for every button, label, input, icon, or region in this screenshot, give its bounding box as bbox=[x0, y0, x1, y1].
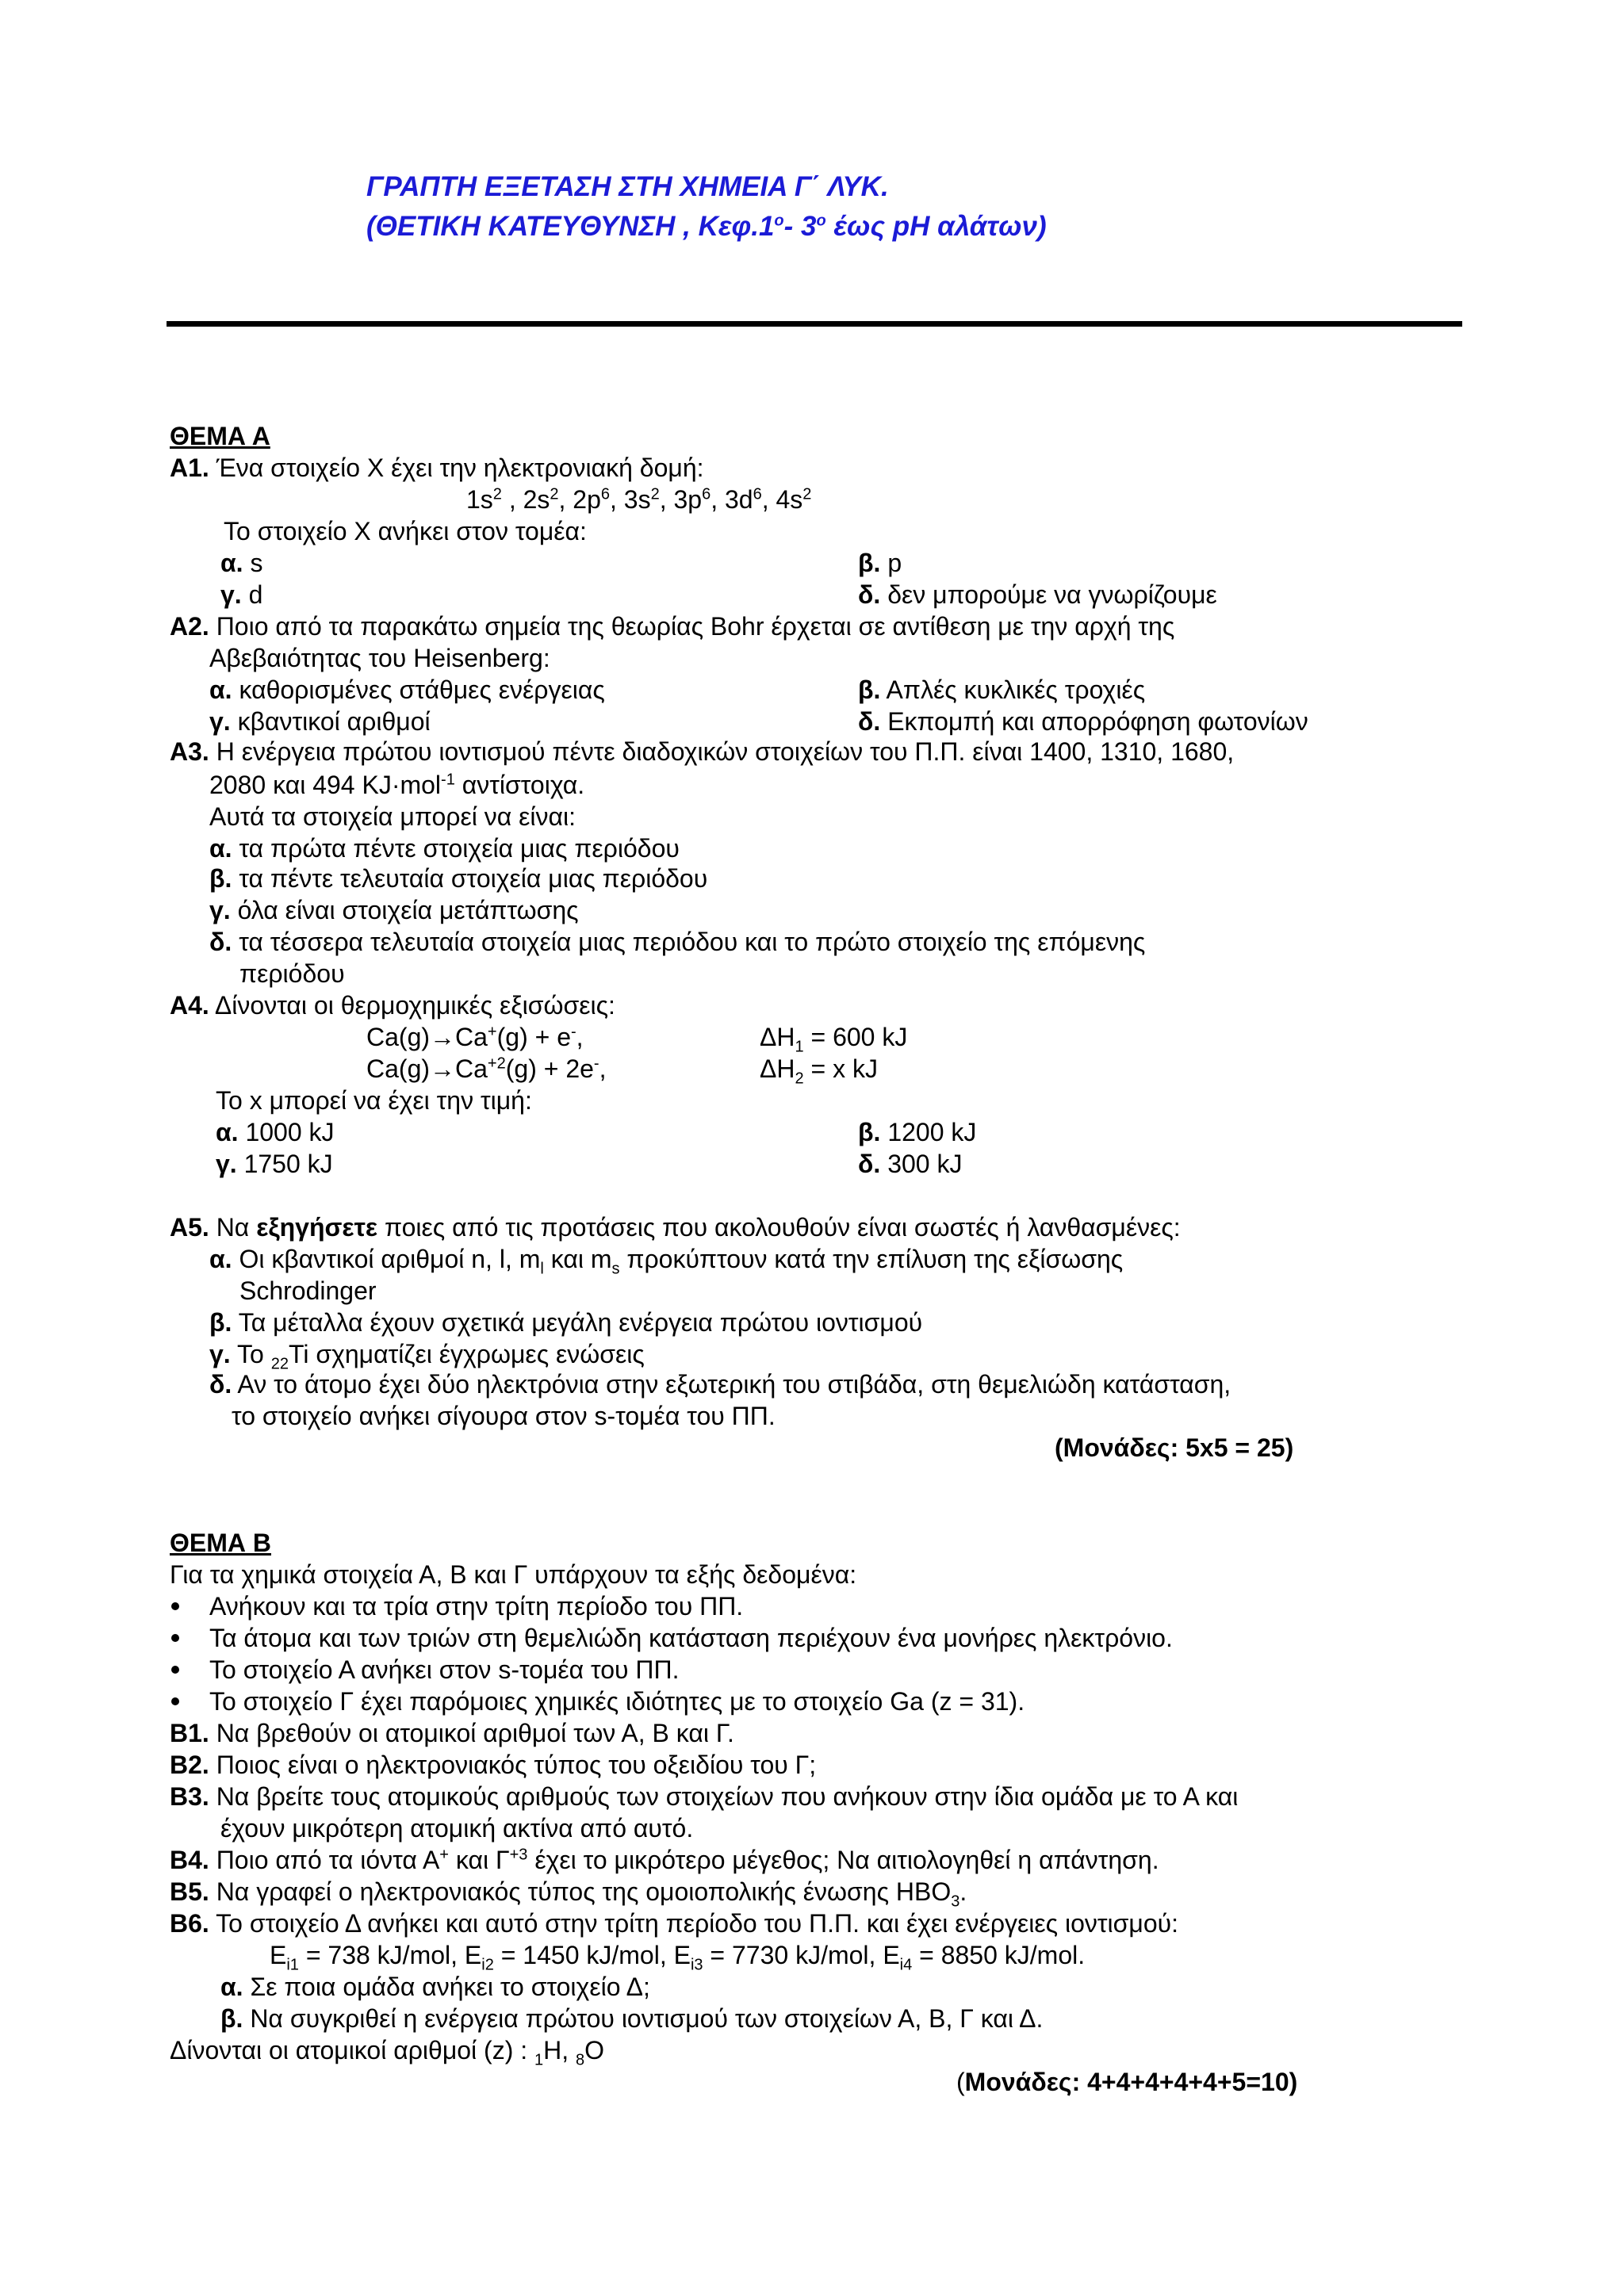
statement-a5-delta: δ. Αν το άτομο έχει δύο ηλεκτρόνια στην εξωτερική του στιβάδα, στη θεμελιώδη κατάσταση, bbox=[209, 1370, 1231, 1399]
question-a1-prompt: Το στοιχείο Χ ανήκει στον τομέα: bbox=[224, 517, 587, 545]
data-item-2: Τα άτομα και των τριών στη θεμελιώδη κατάσταση περιέχουν ένα μονήρες ηλεκτρόνιο. bbox=[209, 1624, 1173, 1652]
option-a2-gamma: γ. κβαντικοί αριθμοί bbox=[209, 707, 431, 736]
question-b6-alpha: α. Σε ποια ομάδα ανήκει το στοιχείο Δ; bbox=[220, 1973, 650, 2001]
question-a5: Α5. Να εξηγήσετε ποιες από τις προτάσεις που ακολουθούν είναι σωστές ή λανθασμένες: bbox=[170, 1213, 1181, 1242]
bullet-icon bbox=[171, 1666, 179, 1674]
enthalpy-1: $\Delta H_1 = 600$ kJ bbox=[760, 1023, 908, 1056]
bullet-icon bbox=[171, 1602, 179, 1610]
option-a2-alpha: α. καθορισμένες στάθμες ενέργειας bbox=[209, 675, 605, 704]
question-b6: Β6. Το στοιχείο Δ ανήκει και αυτό στην τρίτη περίοδο του Π.Π. και έχει ενέργειες ιοντισμού: bbox=[170, 1909, 1178, 1938]
option-a1-delta: δ. δεν μπορούμε να γνωρίζουμε bbox=[858, 580, 1217, 609]
question-b6-beta: β. Να συγκριθεί η ενέργεια πρώτου ιοντισμού των στοιχείων Α, Β, Γ και Δ. bbox=[220, 2004, 1044, 2033]
option-a2-beta: β. Απλές κυκλικές τροχιές bbox=[858, 675, 1146, 704]
option-a2-delta: δ. Εκπομπή και απορρόφηση φωτονίων bbox=[858, 707, 1308, 736]
option-a1-beta: β. p bbox=[858, 549, 902, 577]
question-a2-cont: Αβεβαιότητας του Heisenberg: bbox=[209, 644, 550, 672]
marks-a: (Μονάδες: 5x5 = 25) bbox=[1055, 1433, 1294, 1462]
option-a1-gamma: γ. d bbox=[220, 580, 263, 609]
option-a3-alpha: α. τα πρώτα πέντε στοιχεία μιας περιόδου bbox=[209, 834, 680, 863]
statement-a5-delta-cont: το στοιχείο ανήκει σίγουρα στον s-τομέα του ΠΠ. bbox=[232, 1402, 776, 1430]
data-item-1: Ανήκουν και τα τρία στην τρίτη περίοδο του ΠΠ. bbox=[209, 1592, 744, 1621]
exam-title-line2: (ΘΕΤΙΚΗ ΚΑΤΕΥΘΥΝΣΗ , $K\varepsilon\varphi.1^o-$ $3^o$ έως pH αλάτων) bbox=[366, 211, 1047, 242]
question-a2: Α2. Ποιο από τα παρακάτω σημεία της θεωρίας Bohr έρχεται σε αντίθεση με την αρχή της bbox=[170, 612, 1175, 641]
section-heading-b: ΘΕΜΑ Β bbox=[170, 1529, 271, 1557]
electron-configuration: $1s^2$ , $2s^2$, $2p^6$, $3s^2$, $3p^6$, $3d^6$, $4s^2$ bbox=[466, 485, 812, 514]
question-b5: Β5. Να γραφεί ο ηλεκτρονιακός τύπος της ομοιοπολικής ένωσης $HBO_3$. bbox=[170, 1877, 967, 1911]
question-b4: Β4. Ποιο από τα ιόντα Α+ και $\Gamma^{+3}$ έχει το μικρότερο μέγεθος; Να αιτιολογηθεί η απάντηση. bbox=[170, 1846, 1159, 1874]
option-a3-delta-cont: περιόδου bbox=[239, 959, 345, 988]
bullet-icon bbox=[171, 1634, 179, 1642]
option-a1-alpha: α. s bbox=[220, 549, 263, 577]
exam-title-line1: ΓΡΑΠΤΗ ΕΞΕΤΑΣΗ ΣΤΗ ΧΗΜΕΙΑ Γ΄ ΛΥΚ. bbox=[366, 171, 889, 202]
option-a4-alpha: α. 1000 kJ bbox=[216, 1118, 335, 1146]
statement-a5-beta: β. Τα μέταλλα έχουν σχετικά μεγάλη ενέργεια πρώτου ιοντισμού bbox=[209, 1308, 923, 1337]
question-a3-cont: 2080 και 494 KJ·mol$^{-1}$ αντίστοιχα. bbox=[209, 771, 585, 799]
ionization-energies: $E_{i1} = 738$ kJ/mol, $E_{i2} = 1450$ kJ/mol, $E_{i3} = 7730$ kJ/mol, $E_{i4} = 8850$ kJ/mol. bbox=[270, 1941, 1086, 1974]
section-heading-a: ΘΕΜΑ Α bbox=[170, 422, 270, 450]
question-b3-cont: έχουν μικρότερη ατομική ακτίνα από αυτό. bbox=[220, 1814, 694, 1843]
option-a4-gamma: γ. 1750 kJ bbox=[216, 1150, 333, 1178]
question-a4: Α4. Δίνονται οι θερμοχημικές εξισώσεις: bbox=[170, 991, 615, 1020]
marks-b: (Μονάδες: 4+4+4+4+4+5=10) bbox=[956, 2068, 1298, 2096]
statement-a5-alpha: α. Οι κβαντικοί αριθμοί n, l, $m_l$ και $m_s$ προκύπτουν κατά την επίλυση της εξίσωσης bbox=[209, 1245, 1124, 1278]
statement-a5-gamma: γ. Το $_{22}$Ti σχηματίζει έγχρωμες ενώσεις bbox=[209, 1340, 645, 1373]
bullet-icon bbox=[171, 1697, 179, 1705]
question-b1: Β1. Να βρεθούν οι ατομικοί αριθμοί των Α, Β και Γ. bbox=[170, 1719, 734, 1747]
statement-a5-alpha-cont: Schrodinger bbox=[239, 1276, 377, 1305]
question-b3: Β3. Να βρείτε τους ατομικούς αριθμούς των στοιχείων που ανήκουν στην ίδια ομάδα με το Α και bbox=[170, 1782, 1239, 1811]
thema-b-intro: Για τα χημικά στοιχεία Α, Β και Γ υπάρχουν τα εξής δεδομένα: bbox=[170, 1560, 857, 1589]
enthalpy-2: $\Delta H_2 = x$ kJ bbox=[760, 1054, 878, 1088]
option-a4-beta: β. 1200 kJ bbox=[858, 1118, 977, 1146]
question-b2: Β2. Ποιος είναι ο ηλεκτρονιακός τύπος του οξειδίου του Γ; bbox=[170, 1751, 817, 1779]
option-a3-delta: δ. τα τέσσερα τελευταία στοιχεία μιας περιόδου και το πρώτο στοιχείο της επόμενης bbox=[209, 928, 1146, 956]
question-a1: Α1. Ένα στοιχείο Χ έχει την ηλεκτρονιακή δομή: bbox=[170, 453, 704, 482]
equation-2: $Ca(g)\to Ca^{+2}(g) + 2e^-$, bbox=[366, 1054, 607, 1083]
option-a3-beta: β. τα πέντε τελευταία στοιχεία μιας περιόδου bbox=[209, 864, 708, 893]
equation-1: Ca(g)→Ca+(g) + e-, bbox=[366, 1023, 584, 1051]
option-a4-delta: δ. 300 kJ bbox=[858, 1150, 963, 1178]
question-a3-prompt: Αυτά τα στοιχεία μπορεί να είναι: bbox=[209, 802, 576, 831]
given-atomic-numbers: Δίνονται οι ατομικοί αριθμοί (z) : $_1$H, $_8$O bbox=[170, 2036, 605, 2069]
data-item-4: Το στοιχείο Γ έχει παρόμοιες χημικές ιδιότητες με το στοιχείο Ga (z = 31). bbox=[209, 1687, 1025, 1716]
question-a4-prompt: Το x μπορεί να έχει την τιμή: bbox=[216, 1086, 532, 1115]
header-divider bbox=[167, 321, 1462, 327]
data-item-3: Το στοιχείο Α ανήκει στον s-τομέα του ΠΠ. bbox=[209, 1655, 680, 1684]
question-a3: Α3. Η ενέργεια πρώτου ιοντισμού πέντε διαδοχικών στοιχείων του Π.Π. είναι 1400, 1310, 1680, bbox=[170, 737, 1235, 766]
option-a3-gamma: γ. όλα είναι στοιχεία μετάπτωσης bbox=[209, 896, 579, 924]
